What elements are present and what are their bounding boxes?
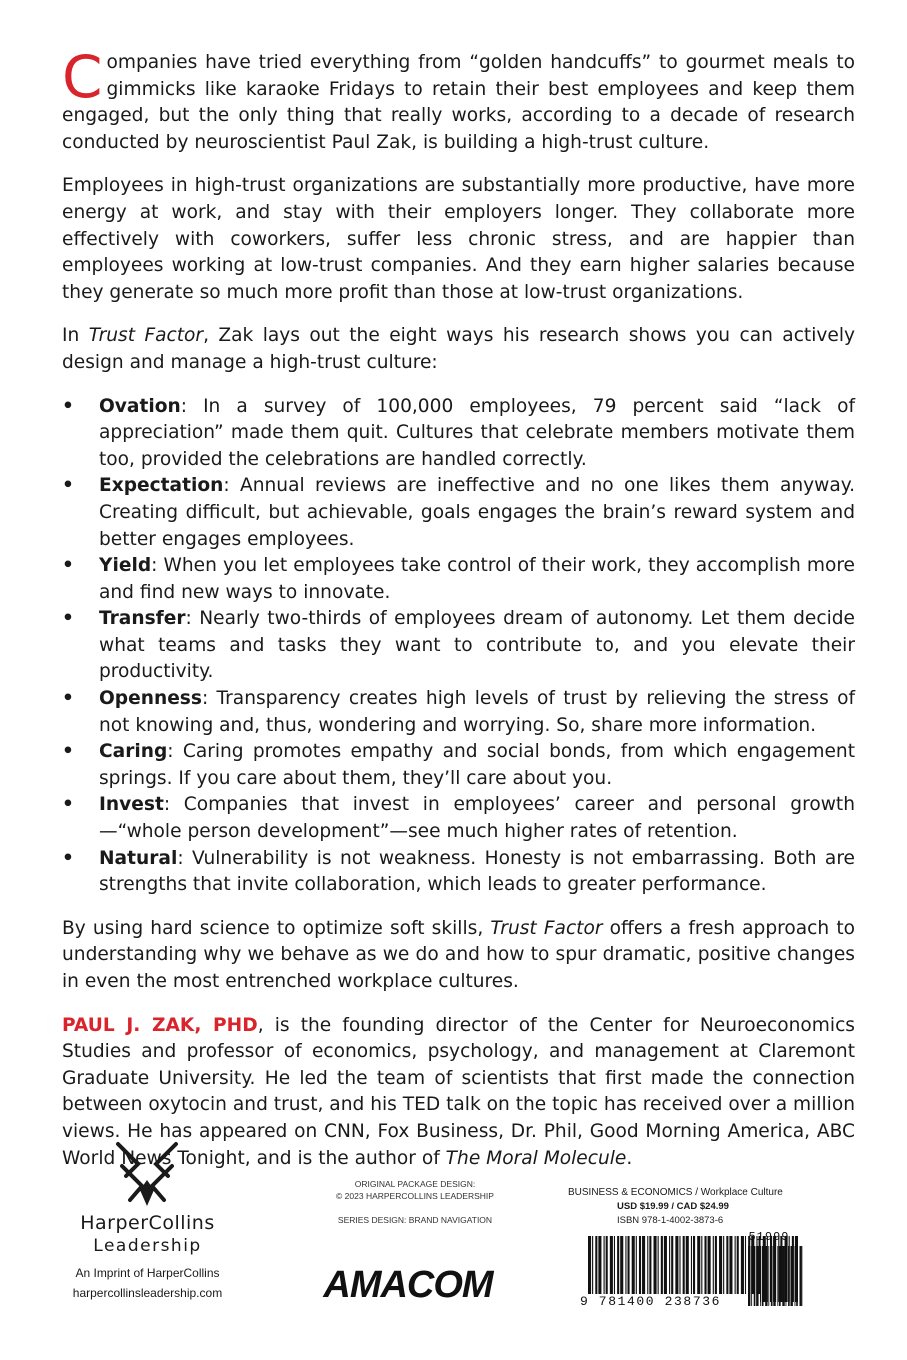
bullet-icon: • bbox=[62, 794, 74, 816]
credit-line: SERIES DESIGN: BRAND NAVIGATION bbox=[337, 1215, 493, 1225]
list-item bbox=[62, 394, 855, 474]
list-item bbox=[62, 606, 855, 686]
list-item bbox=[62, 792, 855, 845]
barcode-bar bbox=[765, 1246, 767, 1306]
barcode-bar bbox=[713, 1236, 714, 1302]
barcode-bar bbox=[598, 1236, 601, 1302]
bullet-icon: • bbox=[62, 395, 74, 417]
drop-cap: C bbox=[62, 43, 103, 111]
barcode-bar bbox=[726, 1236, 728, 1302]
list-item-term: Natural bbox=[99, 847, 178, 869]
barcode-bar bbox=[751, 1246, 752, 1306]
barcode-bar bbox=[729, 1236, 732, 1302]
barcode-digits: 9 781400 238736 bbox=[570, 1294, 760, 1309]
bullet-icon: • bbox=[62, 688, 74, 710]
barcode-bar bbox=[683, 1236, 685, 1302]
author-bio-text: , is the founding director of the Center for Neuroeconomics Studies and professor of economics, psychology, and management at Claremont Graduate University. He led the team of scientists that first made the connection between oxytocin and trust, and his TED talk on the topic has received over a million views. He has appeared on CNN, Fox Business, Dr. Phil, Good Morning America, ABC World News Tonight, and is the author of bbox=[62, 1014, 855, 1169]
cover-copy bbox=[62, 43, 855, 1189]
cover-footer bbox=[0, 1140, 907, 1360]
barcode-bar bbox=[693, 1236, 695, 1302]
author-name: PAUL J. ZAK, PHD bbox=[62, 1014, 258, 1036]
barcode-bar bbox=[697, 1236, 700, 1302]
barcode-bar bbox=[620, 1236, 623, 1302]
barcode-bar bbox=[701, 1236, 702, 1302]
list-item-text: : Nearly two-thirds of employees dream of autonomy. Let them decide what teams and tasks they want to contribute to, and you elevate their productivity. bbox=[99, 608, 855, 683]
price-addon-barcode-icon bbox=[748, 1246, 803, 1306]
book-title-ref: Trust Factor bbox=[490, 917, 603, 939]
imprint-note: An Imprint of HarperCollins bbox=[75, 1266, 220, 1280]
overview-text-end: , Zak lays out the eight ways his research shows you can actively design and manage a high-trust culture: bbox=[62, 325, 855, 373]
publisher-url: harpercollinsleadership.com bbox=[72, 1286, 223, 1300]
closing-paragraph bbox=[62, 916, 855, 996]
barcode-bar bbox=[610, 1236, 613, 1302]
list-item-text: : When you let employees take control of their work, they accomplish more and find new ways to innovate. bbox=[99, 555, 855, 603]
author-bio-end: . bbox=[626, 1147, 633, 1169]
barcode-bar bbox=[639, 1236, 641, 1302]
bullet-icon: • bbox=[62, 847, 74, 869]
barcode-bar bbox=[654, 1236, 657, 1302]
publisher-name: HarperCollins bbox=[80, 1212, 215, 1234]
overview-paragraph bbox=[62, 323, 855, 376]
list-item-text: : Companies that invest in employees’ career and personal growth—“whole person development”—see much higher rates of retention. bbox=[99, 794, 855, 843]
barcode-bar bbox=[795, 1246, 796, 1306]
harpercollins-fire-water-logo-icon bbox=[112, 1140, 182, 1208]
barcode-bar bbox=[741, 1236, 744, 1302]
barcode-bar bbox=[768, 1246, 769, 1306]
barcode-bar bbox=[604, 1236, 605, 1302]
list-item bbox=[62, 739, 855, 792]
barcode-bar bbox=[760, 1246, 761, 1306]
barcode-bar bbox=[691, 1236, 692, 1302]
design-credits bbox=[300, 1178, 530, 1226]
barcode-bar bbox=[658, 1236, 659, 1302]
bullet-icon: • bbox=[62, 475, 74, 497]
list-item-text: : Annual reviews are ineffective and no one likes them anyway. Creating difficult, but achievable, goals engages the brain’s reward system and better engages employees. bbox=[99, 475, 855, 550]
list-item-term: Invest bbox=[99, 794, 164, 816]
barcode-bar bbox=[754, 1246, 756, 1306]
book-info bbox=[568, 1186, 808, 1228]
closing-text-end: offers a fresh approach to understanding why we behave as we do and how to spur dramatic, positive changes in even the most entrenched workplace cultures. bbox=[62, 917, 855, 992]
price-addon-digits: 51999 bbox=[748, 1230, 790, 1244]
credit-line: ORIGINAL PACKAGE DESIGN: bbox=[354, 1179, 476, 1189]
list-item-term: Expectation bbox=[99, 475, 224, 497]
barcode-bar bbox=[735, 1236, 736, 1302]
bullet-icon: • bbox=[62, 741, 74, 763]
author-book-title: The Moral Molecule bbox=[445, 1147, 627, 1169]
barcode-bar bbox=[745, 1236, 746, 1302]
credit-line: © 2023 HARPERCOLLINS LEADERSHIP bbox=[336, 1191, 494, 1201]
barcode-bar bbox=[704, 1236, 706, 1302]
barcode-bar bbox=[592, 1236, 593, 1302]
barcode-bar bbox=[708, 1236, 711, 1302]
barcode-bar bbox=[614, 1236, 615, 1302]
barcode-bar bbox=[649, 1236, 651, 1302]
overview-text-start: In bbox=[62, 325, 89, 347]
barcode-bar bbox=[777, 1246, 778, 1306]
intro-paragraph bbox=[62, 43, 855, 156]
barcode-bar bbox=[606, 1236, 608, 1302]
list-item-term: Ovation bbox=[99, 395, 181, 417]
list-item bbox=[62, 553, 855, 606]
list-item-text: : In a survey of 100,000 employees, 79 percent said “lack of appreciation” made them quit. Cultures that celebrate members motivate them too, provided the celebrations are handled correctly. bbox=[99, 395, 855, 470]
barcode-bar bbox=[737, 1236, 739, 1302]
bullet-icon: • bbox=[62, 608, 74, 630]
list-item-text: : Caring promotes empathy and social bonds, from which engagement springs. If you care about them, they’ll care about you. bbox=[99, 741, 855, 789]
barcode-bar bbox=[723, 1236, 724, 1302]
list-item bbox=[62, 686, 855, 739]
barcode-bar bbox=[715, 1236, 717, 1302]
list-item bbox=[62, 473, 855, 553]
amacom-logo: AMACOM bbox=[323, 1264, 493, 1306]
book-price: USD $19.99 / CAD $24.99 bbox=[617, 1201, 729, 1212]
benefits-paragraph: Employees in high-trust organizations are substantially more productive, have more energy at work, and stay with their employers longer. They collaborate more effectively with coworkers, suffer less chronic stress, and are happier than employees working at low-trust companies. And they earn higher salaries because they generate so much more profit than those at low-trust organizations. bbox=[62, 175, 855, 303]
barcode-bar bbox=[756, 1246, 758, 1306]
barcode-bar bbox=[669, 1236, 670, 1302]
list-item-text: : Transparency creates high levels of trust by relieving the stress of not knowing and, thus, wondering and worrying. So, share more information. bbox=[99, 688, 855, 736]
barcode-bar bbox=[771, 1246, 773, 1306]
barcode-bar bbox=[588, 1236, 591, 1302]
closing-text-start: By using hard science to optimize soft skills, bbox=[62, 917, 491, 939]
bullet-icon: • bbox=[62, 555, 74, 577]
intro-text: ompanies have tried everything from “golden handcuffs” to gourmet meals to gimmicks like karaoke Fridays to retain their best employees and keep them engaged, but the only thing that really works, according to a decade of research conducted by neuroscientist Paul Zak, is building a high-trust culture. bbox=[62, 52, 855, 153]
barcode-bar bbox=[748, 1246, 750, 1306]
barcode-bar bbox=[796, 1246, 798, 1306]
barcode-bar bbox=[719, 1236, 722, 1302]
publisher-subname: Leadership bbox=[93, 1236, 202, 1256]
barcode-bar bbox=[647, 1236, 648, 1302]
book-category: BUSINESS & ECONOMICS / Workplace Culture bbox=[568, 1187, 783, 1198]
book-isbn: ISBN 978-1-4002-3873-6 bbox=[617, 1215, 724, 1226]
barcode-bar bbox=[636, 1236, 637, 1302]
barcode-bar bbox=[617, 1236, 619, 1302]
barcode-bar bbox=[773, 1246, 775, 1306]
trust-factors-list bbox=[62, 394, 855, 899]
barcode-bar bbox=[642, 1236, 645, 1302]
list-item-text: : Vulnerability is not weakness. Honesty is not embarrassing. Both are strengths that invite collaboration, which leads to greater performance. bbox=[99, 847, 855, 896]
list-item-term: Yield bbox=[99, 555, 152, 577]
barcode-bar bbox=[782, 1246, 784, 1306]
barcode-bar bbox=[686, 1236, 689, 1302]
barcode-bar bbox=[595, 1236, 597, 1302]
barcode-bar bbox=[627, 1236, 629, 1302]
barcode-bar bbox=[675, 1236, 678, 1302]
barcode-bar bbox=[790, 1246, 792, 1306]
barcode-bar bbox=[786, 1246, 787, 1306]
list-item-term: Caring bbox=[99, 741, 168, 763]
barcode-bar bbox=[788, 1246, 790, 1306]
barcode-bar bbox=[762, 1246, 764, 1306]
list-item-term: Openness bbox=[99, 688, 202, 710]
book-title-ref: Trust Factor bbox=[88, 325, 204, 347]
barcode-bar bbox=[671, 1236, 673, 1302]
list-item-term: Transfer bbox=[99, 608, 186, 630]
barcode-bar bbox=[661, 1236, 663, 1302]
list-item bbox=[62, 846, 855, 899]
barcode-bar bbox=[625, 1236, 626, 1302]
barcode-bar bbox=[679, 1236, 680, 1302]
barcode-bar bbox=[799, 1246, 801, 1306]
barcode-bar bbox=[664, 1236, 667, 1302]
barcode-bar bbox=[632, 1236, 635, 1302]
barcode-bar bbox=[779, 1246, 781, 1306]
